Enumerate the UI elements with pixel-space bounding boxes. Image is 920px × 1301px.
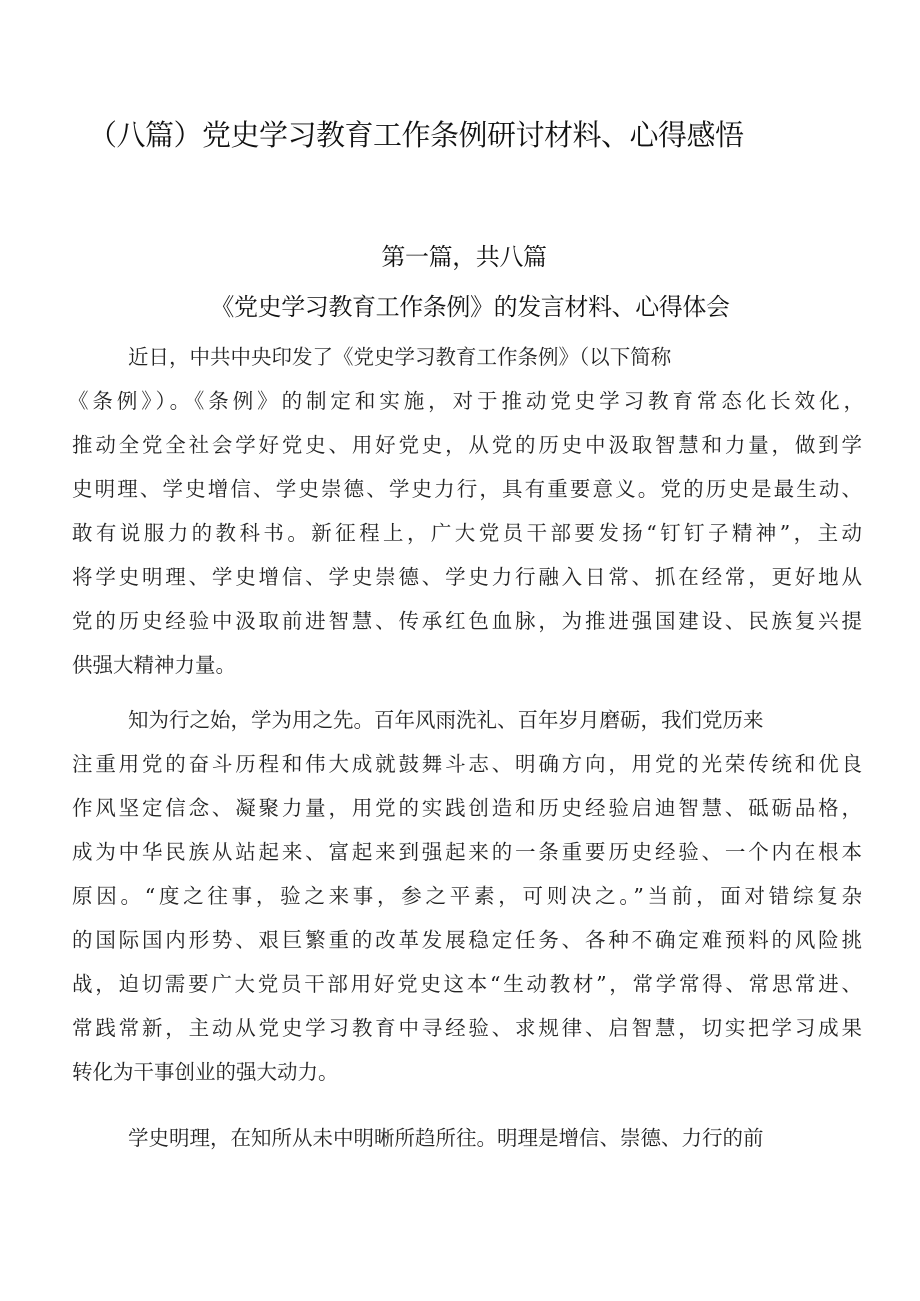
paragraph-1-line: 党的历史经验中汲取前进智慧、传承红色血脉，为推进强国建设、民族复兴提 xyxy=(72,609,862,633)
paragraph-2-line: 知为行之始，学为用之先。百年风雨洗礼、百年岁月磨砺，我们党历来 xyxy=(128,708,764,732)
section-heading: 《党史学习教育工作条例》的发言材料、心得体会 xyxy=(210,293,730,321)
paragraph-2-line: 的国际国内形势、艰巨繁重的改革发展稳定任务、各种不确定难预料的风险挑 xyxy=(72,928,862,952)
paragraph-2-line: 成为中华民族从站起来、富起来到强起来的一条重要历史经验、一个内在根本 xyxy=(72,840,862,864)
paragraph-1-line: 供强大精神力量。 xyxy=(72,653,236,677)
paragraph-2-line: 作风坚定信念、凝聚力量，用党的实践创造和历史经验启迪智慧、砥砺品格， xyxy=(72,796,862,820)
paragraph-2-line: 常践常新，主动从党史学习教育中寻经验、求规律、启智慧，切实把学习成果 xyxy=(72,1016,862,1040)
paragraph-2-line: 转化为干事创业的强大动力。 xyxy=(72,1060,339,1084)
paragraph-2-line: 原因。“度之往事，验之来事，参之平素，可则决之。”当前，面对错综复杂 xyxy=(72,884,862,908)
paragraph-3-line: 学史明理，在知所从未中明晰所趋所往。明理是增信、崇德、力行的前 xyxy=(128,1126,764,1150)
paragraph-1-line: 近日，中共中央印发了《党史学习教育工作条例》（以下简称 xyxy=(128,345,672,369)
paragraph-2-line: 注重用党的奋斗历程和伟大成就鼓舞斗志、明确方向，用党的光荣传统和优良 xyxy=(72,752,862,776)
paragraph-1-line: 推动全党全社会学好党史、用好党史，从党的历史中汲取智慧和力量，做到学 xyxy=(72,433,862,457)
paragraph-1-line: 将学史明理、学史增信、学史崇德、学史力行融入日常、抓在经常，更好地从 xyxy=(72,565,862,589)
paragraph-1-line: 《条例》）。《条例》的制定和实施，对于推动党史学习教育常态化长效化， xyxy=(68,389,864,413)
paragraph-2-line: 战，迫切需要广大党员干部用好党史这本“生动教材”，常学常得、常思常进、 xyxy=(72,972,862,996)
paragraph-1-line: 史明理、学史增信、学史崇德、学史力行，具有重要意义。党的历史是最生动、 xyxy=(72,477,862,501)
document-title: （八篇）党史学习教育工作条例研讨材料、心得感悟 xyxy=(88,118,744,152)
paragraph-1-line: 敢有说服力的教科书。新征程上，广大党员干部要发扬“钉钉子精神”，主动 xyxy=(72,521,862,545)
part-indicator: 第一篇，共八篇 xyxy=(381,243,547,271)
